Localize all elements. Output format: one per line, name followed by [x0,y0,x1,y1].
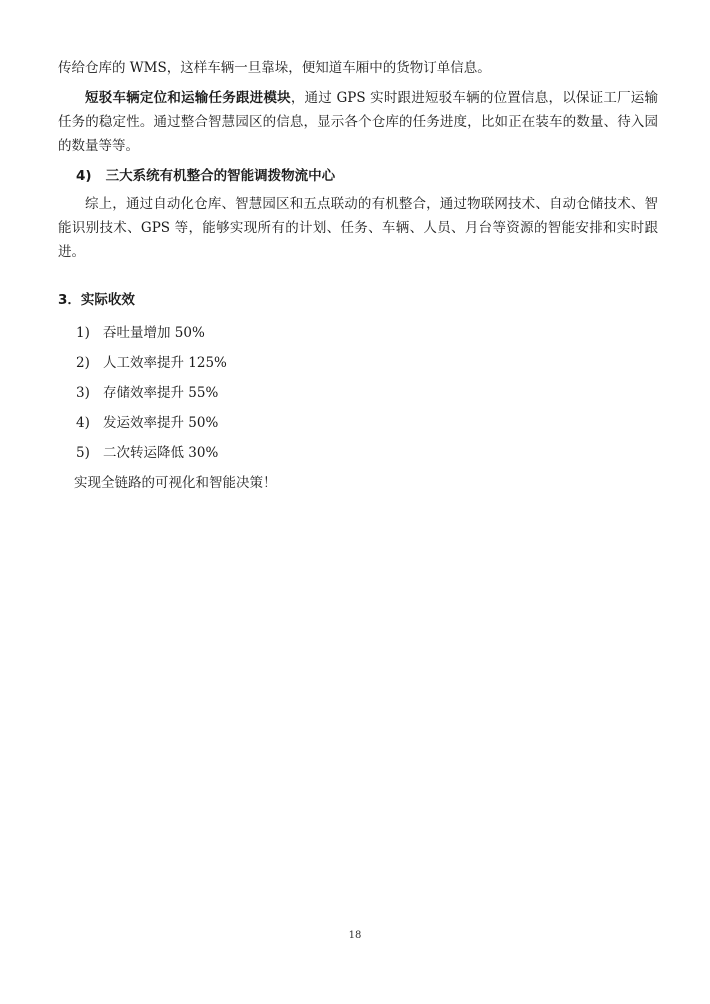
list-item-number: 4) [76,415,90,431]
list-item-text: 发运效率提升 50% [103,415,219,431]
list-item [76,318,658,348]
list-item-number: 3) [76,385,90,401]
list-item-text: 人工效率提升 125% [103,355,227,371]
list-item [76,408,658,438]
page-content [58,56,658,498]
page-number: 18 [348,930,362,941]
list-item-number: 5) [76,445,90,461]
subheading-number: 4) [76,168,92,184]
list-item [76,348,658,378]
list-item-text: 二次转运降低 30% [103,445,219,461]
subheading-text: 三大系统有机整合的智能调拨物流中心 [105,168,336,184]
closing-statement: 实现全链路的可视化和智能决策！ [74,475,277,491]
list-item-text: 存储效率提升 55% [103,385,219,401]
list-item [76,378,658,408]
list-item-number: 1) [76,325,90,341]
module-title: 短驳车辆定位和运输任务跟进模块 [85,90,291,106]
module-description: ，通过 GPS 实时跟进短驳车辆的位置信息，以保证工厂运输任务的稳定性。通过整合智慧园区的信息，显示各个仓库的任务进度，比如正在装车的数量、待入园的数量等等。 [58,90,659,154]
subheading-integrated-center [76,164,658,188]
results-list [58,318,658,468]
list-item-number: 2) [76,355,90,371]
section-heading-results: 3．实际收效 [58,292,135,308]
paragraph-short-haul-module [58,86,658,158]
list-item [76,438,658,468]
paragraph-summary: 综上，通过自动化仓库、智慧园区和五点联动的有机整合，通过物联网技术、自动仓储技术、智能识别技术、GPS 等，能够实现所有的计划、任务、车辆、人员、月台等资源的智能安排和实时跟进。 [58,196,658,260]
paragraph-wms: 传给仓库的 WMS，这样车辆一旦靠垛，便知道车厢中的货物订单信息。 [58,60,491,76]
list-item-text: 吞吐量增加 50% [103,325,205,341]
